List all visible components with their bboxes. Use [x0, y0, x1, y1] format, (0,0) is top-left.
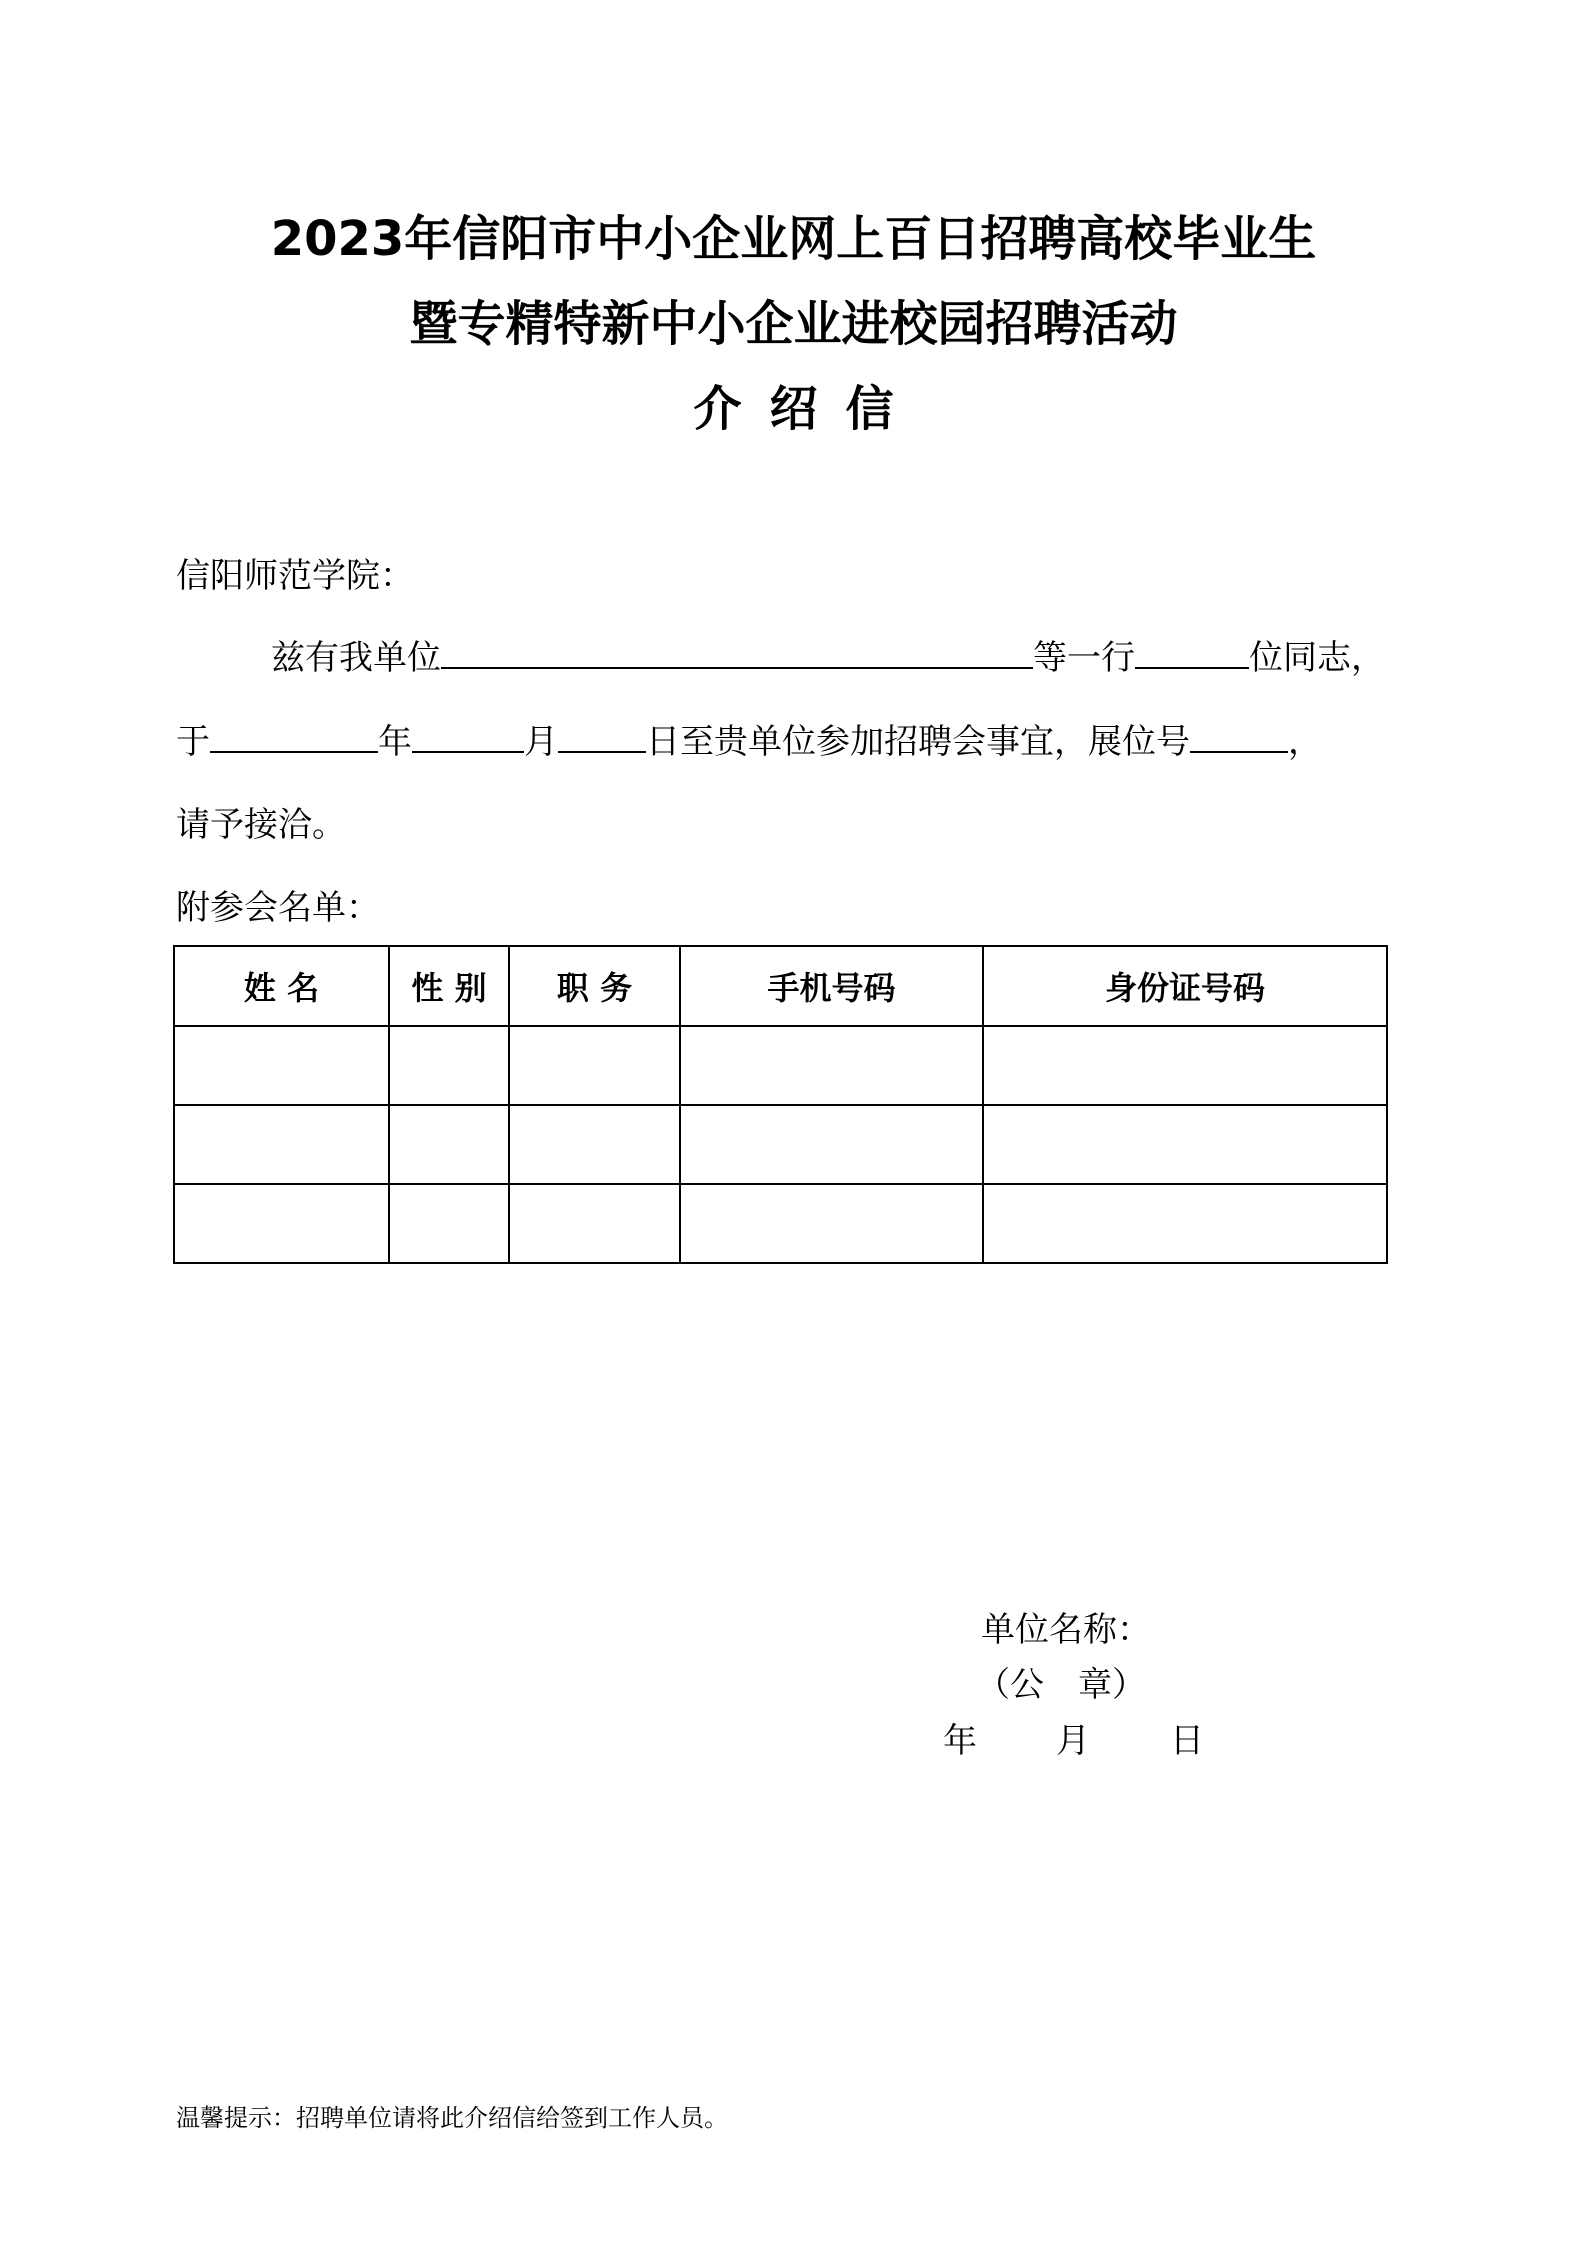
table-cell	[680, 1105, 983, 1184]
table-cell	[680, 1184, 983, 1263]
paragraph-2	[176, 714, 1322, 763]
month-blank	[412, 717, 524, 753]
attendee-table	[173, 945, 1388, 1264]
salutation: 信阳师范学院：	[176, 556, 414, 596]
signature-month: 月	[1056, 1721, 1090, 1761]
table-cell	[509, 1184, 680, 1263]
table-cell	[174, 1105, 389, 1184]
table-cell	[174, 1026, 389, 1105]
table-cell	[389, 1105, 509, 1184]
year-blank	[210, 717, 378, 753]
table-cell	[680, 1026, 983, 1105]
booth-number-blank	[1190, 717, 1288, 753]
table-cell	[389, 1026, 509, 1105]
paragraph-1	[271, 630, 1385, 679]
day-blank	[558, 717, 646, 753]
header-id-number: 身份证号码	[983, 946, 1387, 1026]
table-cell	[983, 1026, 1387, 1105]
footer-tip: 温馨提示：招聘单位请将此介绍信给签到工作人员。	[176, 2104, 728, 2132]
table-cell	[509, 1026, 680, 1105]
signature-day: 日	[1170, 1721, 1204, 1761]
para2-text: 日至贵单位参加招聘会事宜，展位号	[646, 722, 1190, 762]
people-count-blank	[1135, 633, 1249, 669]
paragraph-3: 请予接洽。	[176, 805, 346, 845]
para2-year: 年	[378, 722, 412, 762]
table-cell	[983, 1105, 1387, 1184]
para2-yu: 于	[176, 722, 210, 762]
para2-month: 月	[524, 722, 558, 762]
para2-end: ，	[1288, 722, 1322, 762]
table-cell	[509, 1105, 680, 1184]
para1-suffix: 位同志，	[1249, 638, 1385, 678]
unit-name-label: 单位名称：	[981, 1610, 1151, 1650]
title-line-3: 介绍信	[693, 381, 922, 437]
signature-year: 年	[943, 1721, 977, 1761]
header-gender: 性 别	[389, 946, 509, 1026]
attendees-label: 附参会名单：	[176, 888, 380, 928]
header-name: 姓 名	[174, 946, 389, 1026]
table-header-row	[174, 946, 1387, 1026]
seal-label: （公 章）	[976, 1665, 1146, 1705]
title-line-2: 暨专精特新中小企业进校园招聘活动	[409, 296, 1178, 352]
table-row	[174, 1184, 1387, 1263]
table-row	[174, 1026, 1387, 1105]
header-phone: 手机号码	[680, 946, 983, 1026]
title-line-1: 2023年信阳市中小企业网上百日招聘高校毕业生	[270, 211, 1317, 267]
table-cell	[389, 1184, 509, 1263]
unit-name-blank	[441, 633, 1033, 669]
para1-prefix: 兹有我单位	[271, 638, 441, 678]
table-row	[174, 1105, 1387, 1184]
table-cell	[983, 1184, 1387, 1263]
para1-middle: 等一行	[1033, 638, 1135, 678]
table-cell	[174, 1184, 389, 1263]
header-position: 职 务	[509, 946, 680, 1026]
